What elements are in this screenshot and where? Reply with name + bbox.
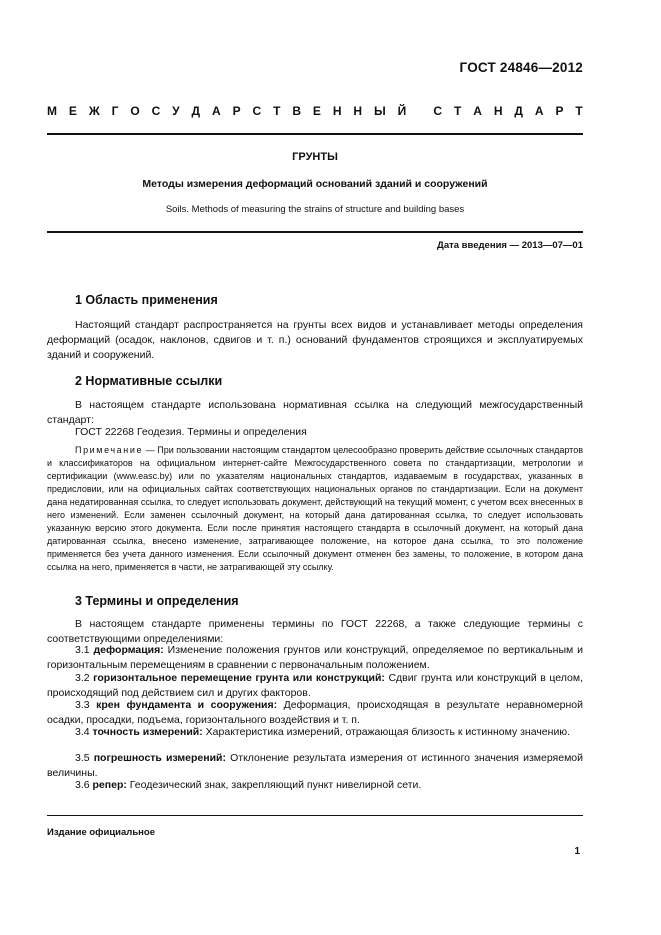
standard-type-letter: В <box>292 104 301 118</box>
section-2-heading: 2 Нормативные ссылки <box>75 374 223 388</box>
definition-number: 3.2 <box>75 672 94 684</box>
definition-number: 3.3 <box>75 699 97 711</box>
standard-type-letter: С <box>252 104 262 118</box>
standard-type-letter: Н <box>353 104 363 118</box>
standard-type-letter: О <box>130 104 140 118</box>
standard-type-letter: М <box>47 104 57 118</box>
definition-text: Геодезический знак, закрепляющий пункт нивелирной сети. <box>126 779 422 791</box>
definition-item <box>47 725 583 740</box>
standard-type-letter: А <box>473 104 482 118</box>
definition-item <box>47 698 583 728</box>
definition-text: Деформация, происходящая в результате неравномерной осадки, просадки, подъема, горизонтального воздействия и т. п. <box>47 699 583 726</box>
standard-type-letter <box>418 104 421 118</box>
section-2-text: В настоящем стандарте использована нормативная ссылка на следующий межгосударственный стандарт: <box>47 399 583 426</box>
header-rule <box>47 133 583 135</box>
page-number: 1 <box>574 846 580 857</box>
standard-type-letter: Н <box>332 104 342 118</box>
definition-item <box>47 778 583 793</box>
standard-type-letter: Ж <box>88 104 100 118</box>
definition-text: Сдвиг грунта или конструкций в целом, происходящий под действием сил и других факторов. <box>47 672 583 699</box>
section-3-text: В настоящем стандарте применены термины по ГОСТ 22268, а также следующие термины с соответствующими определениями: <box>47 618 583 645</box>
standard-type-letter: А <box>211 104 221 118</box>
section-1-text: Настоящий стандарт распространяется на грунты всех видов и устанавливает методы определения деформаций (осадок, наклонов, сдвигов и т. п.) оснований фундаментов строящихся и эксплуатируемых зданий и сооружений. <box>47 319 583 361</box>
document-english-title: Soils. Methods of measuring the strains of structure and building bases <box>165 204 465 215</box>
definition-term: погрешность измерений: <box>93 752 227 764</box>
standard-type-letter: Р <box>232 104 241 118</box>
definition-text: Характеристика измерений, отражающая близость к истинному значению. <box>202 726 571 738</box>
standard-type-letter: А <box>534 104 544 118</box>
standard-type-label <box>47 104 583 118</box>
footer-rule <box>47 815 583 816</box>
definition-number: 3.6 <box>75 779 93 791</box>
standard-type-letter: С <box>433 104 443 118</box>
normative-reference: ГОСТ 22268 Геодезия. Термины и определения <box>75 426 307 438</box>
definition-number: 3.4 <box>75 726 93 738</box>
standard-type-letter: Ы <box>373 104 386 118</box>
section-2-note <box>47 444 583 574</box>
standard-type-letter: Й <box>397 104 407 118</box>
definition-text: Отклонение результата измерения от истинного значения измеряемой величины. <box>47 752 584 779</box>
note-label: Примечание <box>75 445 144 455</box>
introduction-date: Дата введения — 2013—07—01 <box>437 240 583 251</box>
standard-type-letter: Е <box>68 104 77 118</box>
definition-term: крен фундамента и сооружения: <box>96 699 278 711</box>
standard-type-letter: Д <box>514 104 523 118</box>
section-1-heading: 1 Область применения <box>75 293 218 307</box>
document-subtitle: Методы измерения деформаций оснований зданий и сооружений <box>142 178 488 190</box>
standard-type-letter: С <box>151 104 161 118</box>
document-title: ГРУНТЫ <box>292 151 338 163</box>
standard-type-letter: Р <box>555 104 564 118</box>
section-3-heading: 3 Термины и определения <box>75 594 239 608</box>
title-rule <box>47 231 583 233</box>
definition-item <box>47 643 583 673</box>
note-text: — При пользовании настоящим стандартом целесообразно проверить действие ссылочных стандартов и классификаторов на официальном интернет-сайте Межгосударственного совета по стандартизации, метрологии и сертификации (www.easc.by) или по указателям национальных стандартов, издаваемым в государствах, указанных в предисловии, или на официальных сайтах соответствующих национальных органов по стандартизации. Если на документ дана недатированная ссылка, то следует использовать документ, действующий на текущий момент, с учетом всех внесенных в него изменений. Если заменен ссылочный документ, на который дана датированная ссылка, то следует использовать указанную версию этого документа. Если после принятия настоящего стандарта в ссылочный документ, на который дана датированная ссылка, внесено изменение, затрагивающее положение, на которое дана ссылка, то это положение применяется без учета данного изменения. Если ссылочный документ отменен без замены, то положение, в котором дана ссылка на него, применяется в части, не затрагивающей эту ссылку. <box>47 445 583 572</box>
definition-term: горизонтальное перемещение грунта или конструкций: <box>93 672 385 684</box>
standard-type-letter: Д <box>191 104 201 118</box>
standard-type-letter: Т <box>453 104 462 118</box>
definition-number: 3.1 <box>75 644 94 656</box>
document-number: ГОСТ 24846—2012 <box>459 60 583 75</box>
definition-number: 3.5 <box>75 752 94 764</box>
definition-item <box>47 751 583 781</box>
standard-type-letter: У <box>172 104 180 118</box>
definition-term: деформация: <box>93 644 164 656</box>
standard-type-letter: Т <box>575 104 583 118</box>
edition-label: Издание официальное <box>47 827 155 838</box>
standard-type-letter: Е <box>312 104 321 118</box>
definition-term: репер: <box>92 779 127 791</box>
definition-text: Изменение положения грунтов или конструкций, определяемое по вертикальным и горизонтальным перемещениям в сравнении с первоначальным положением. <box>47 644 584 671</box>
standard-type-letter: Т <box>273 104 281 118</box>
standard-type-letter: Н <box>493 104 503 118</box>
definition-item <box>47 671 583 701</box>
definition-term: точность измерений: <box>92 726 203 738</box>
standard-type-letter: Г <box>111 104 119 118</box>
